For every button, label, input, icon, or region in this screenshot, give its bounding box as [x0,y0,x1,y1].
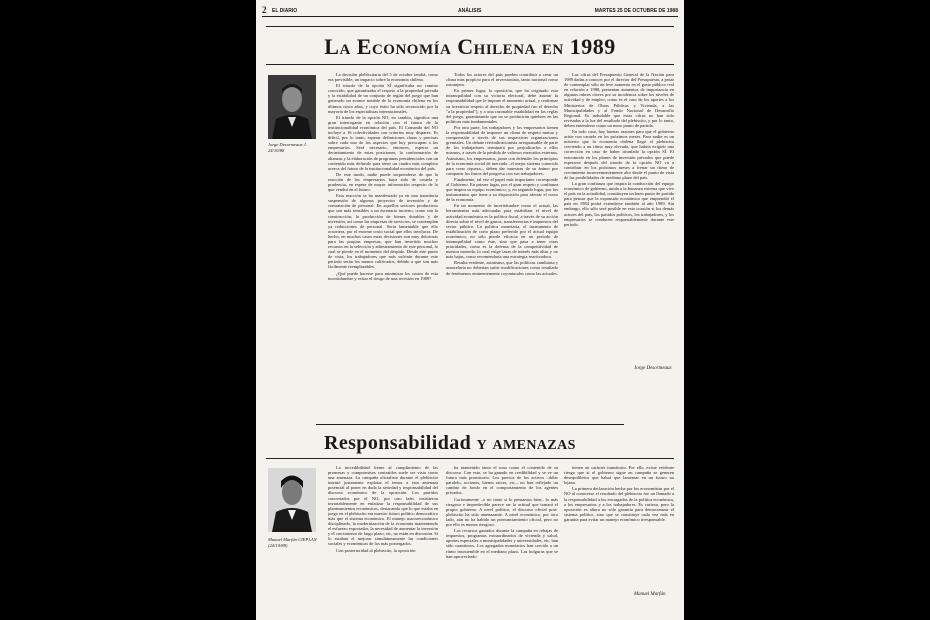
paragraph: El triunfo de la opción NO, en cambio, significa una gran interrogante en relación con el futuro de la institucionalidad económica del país. El Comando del NO incluye a 16 colectividades con criterios muy dispares. Es difícil, por lo tanto, esperar definiciones claras y precisas sobre cada uno de los aspectos que hoy preocupan a los empresarios. Será necesario, entonces, esperar un decantamiento de estas posiciones, la conformación de alianzas y la elaboración de programas presidenciales con un contenido más definido para tener un cuadro más completo acerca del futuro de la institucionalidad económica del país. [328,114,438,171]
paragraph: Por otra parte, los trabajadores y los empresarios tienen la responsabilidad de imponer un clima de respeto mutuo y comprensión a través de sus respectivas organizaciones gremiales. Un debate reivindicacionista irresponsable de parte de los trabajadores terminará por perjudicarlos a ellos mismos, a través de la pérdida de valiosos mercados externos. Asimismo, los empresarios, junto con defender los principios de la economía social de mercado –el mejor sistema conocido para crear riqueza–, deben dar muestras de su ánimo por compartir los frutos del progreso con sus trabajadores. [446,124,558,176]
title-rule-top [266,26,674,27]
article2-title-rule [266,458,674,459]
article2-column-3 [564,465,674,575]
paragraph: La gran confianza que inspira la conducción del equipo económico de gobierno, unida a la bonanza externa que vive el país en la actualidad, constituyen un buen punto de partida para pensar que la expansión económica que emprendió el país en 1984 podrá extenderse también al año 1989. Sin embargo, ello sólo será posible en esta ocasión si los demás actores del país, los partidos políticos, los trabajadores, y los empresarios se conducen responsablemente durante este período. [564,180,674,227]
section-name: ANÁLISIS [458,8,482,14]
section-divider [316,424,624,425]
paragraph: Esta reacción se ha manifestado ya en una transitoria suspensión de algunos proyectos de inversión y de contratación de personal. En aquellos sectores productivos que son más sensibles a un escenario incierto, como son la construcción, la producción de bienes durables y de inversión, así como las empresas de servicios, se contemplan ya reducciones de personal. Sería lamentable que ello ocurriera, por el enorme costo social que ellos involucra. De hecho, en muchos casos estas decisiones son muy dolorosas para las propias empresas, que han invertido muchos recursos en la selección y adiestramiento de este personal, lo cual se pierde en el momento del despido. Desde este punto de vista, los trabajadores que más sufrirán durante este período serán los menos calificados, debido a que son más fácilmente reemplazables. [328,193,438,270]
article2-column-2 [446,465,558,615]
paragraph: ¿Qué puede hacerse para minimizar los costos de esta incertidumbre y evitar el riesgo de una recesión en 1989? [328,270,438,281]
paragraph: En todo caso, hay buenas razones para que el gobierno actúe con cautela en los próximos meses. Para nadie es un misterio que la economía chilena llegó al plebiscito creciendo a un ritmo muy elevado, que habría exigido una corrección en caso de haber triunfado la opción SÍ. El reacomodo en los planes de inversión privados que puede esperarse después del triunfo de la opción NO va a contribuir en los próximos meses a frenar un ritmo de crecimiento inconvenientemente alto desde el punto de vista de las posibilidades de mediano plazo del país. [564,129,674,180]
paragraph: Los recursos gastados durante la campaña en rebajas de impuestos, programas extraordinarios de vivienda y salud, aportes especiales a municipalidades y universidades, etc. han sido cuantiosos. Los agregados monetarios han crecido a un ritmo insostenible en el mediano plazo. Las holguras que se han aprovechado [446,528,558,559]
paragraph: La incredibilidad frente al cumplimiento de las promesas y compromisos contraídos suele ser vista como una amenaza. La campaña oficialista durante el plebiscito intentó justamente explotar el temor a esta amenaza potencial al poner en duda la seriedad y responsabilidad del discurso económico de la oposición. Los partidos concertados por el NO, por otro lado, insistieron invariablemente en enfatizar la responsabilidad de sus planteamientos económicos, destacando que lo que estaba en juego en el plebiscito era nuestro futuro político democrático más que el sistema económico. El manejo macroeconómico disciplinado, la modernización de la economía manteniendo el esfuerzo exportador, la necesidad de aumentar la inversión y el crecimiento de largo plazo, etc, no están en discusión. Sí lo estaban el mejorar simultáneamente las condiciones sociales y económicas de los más postergados. [328,465,438,547]
newspaper-name: EL DIARIO [272,8,298,14]
article1-signature: Jorge Desormeaux [634,366,672,371]
article2-title-connector: y [476,432,488,454]
article1-column-1 [328,72,438,428]
paragraph: tienen un carácter transitorio. Por ello, existe evidente riesgo que si el gobierno sigue en campaña se generen desequilibrios que habrá que lamentar en un futuro no lejano. [564,465,674,486]
newspaper-page [256,0,684,620]
article2-column-1 [328,465,438,615]
paragraph: Las cifras del Presupuesto General de la Nación para 1989 dadas a conocer por el director del Presupuesto, a pesar de contemplar sólo un leve aumento en el gasto público real en relación a 1988, presentan aumentos de importancia en algunos rubros claves por su incidencia sobre los niveles de actividad y de empleo, como es el caso de los aportes a los Ministerios de Obras Públicas y Vivienda, a las Municipalidades y al Fondo Nacional de Desarrollo Regional. Es indudable que estas cifras no han sido revisadas a la luz del resultado del plebiscito, y por lo tanto, deben entenderse como un mero punto de partida. [564,72,674,128]
paragraph: Todos los actores del país pueden contribuir a crear un clima más propicio para el inversionista, tanto nacional como extranjero. [446,72,558,88]
title-rule-bottom [266,64,674,65]
article2-title [324,432,576,455]
paragraph: En un momento de incertidumbre como el actual, las herramientas más adecuadas para estabilizar el nivel de actividad económica es la política fiscal, a través de su acción directa sobre el nivel de gastos, transferencias e impuestos del sector público. La política monetaria, el instrumento de estabilización de corto plazo preferido por el actual equipo económico, no sólo pierde eficacia en un período de intranquilidad como éste, sino que pasa a tener otras prioridades, como es la defensa de la competitividad de nuestra moneda, lo cual exige tasas de interés más altas y no más bajas, como recomendaría una estrategia reactivadora. [446,203,558,260]
issue-date: MARTES 25 DE OCTUBRE DE 1988 [594,8,678,14]
author1-photo [268,75,316,139]
page-number: 2 [262,5,267,15]
paragraph: Resulta evidente, asimismo, que las políticas cambiaria y arancelaria no deberían sufrir modificaciones como resultado de fenómenos eminentemente coyunturales como las actuales. [446,260,558,276]
paragraph: De este modo, nadie puede sorprenderse de que la reacción de los empresarios haya sido de cautela y prudencia, en espera de mayor información respecto de lo que vendrá en el futuro. [328,171,438,193]
paragraph: La decisión plebiscitaria del 5 de octubre tendrá, como era previsible, un impacto sobre la economía chilena. [328,72,438,83]
author2-caption: Manuel Marfán CIEPLAN (24/10/88) [268,537,317,548]
author1-caption: Jorge Desormeaux J. 24/10/88 [268,142,307,153]
paragraph: En primer lugar, la oposición, que ha originado esta intranquilidad con su victoria electoral, debe asumir la responsabilidad que le impone el momento actual, y reafirmar su irrestricto respeto al derecho de propiedad (no el derecho "a la propiedad"), y a una razonable estabilidad en las reglas del juego, garantizando que no se producirán quiebres en las políticas más fundamentales. [446,88,558,124]
author2-photo [268,468,316,532]
article2-title-main: Responsabilidad [324,432,472,454]
article1-column-3 [564,72,674,362]
article1-title: La Economía Chilena en 1989 [324,34,616,59]
article2-signature: Manuel Marfán [634,592,666,597]
paragraph: El triunfo de la opción SÍ significaba un camino conocido, que garantizaba el respeto a la propiedad privada y la estabilidad de un conjunto de reglas del juego que han generado un avance notable de la economía chilena en los últimos cinco años, y cuyo éxito ha sido reconocido por la mayoría de los especialistas internacionales. [328,83,438,114]
paragraph: ha mantenido tanto el tono como el contenido de su discurso. Con esto, se ha ganado en credibilidad y se ve un futuro más promisorio. Los precios de los activos –dólar paralelo, acciones, bienes raíces, etc.– no han reflejado un cambio de fondo en el comportamiento de los agentes privados. [446,465,558,496]
paragraph: Finalmente, tal vez el papel más importante corresponde al Gobierno. En primer lugar, por el gran respeto y confianza que inspira su equipo económico; y, en segundo lugar, por los instrumentos que tiene a su disposición para afectar el curso de la economía. [446,176,558,203]
paragraph: La primera declaración hecha por los economistas por el NO al conocerse el resultado del plebiscito fue un llamado a la responsabilidad a los encargados de la política económica, a los empresarios y a los trabajadores. Es curioso, pero la oposición es ahora no sólo garantía para democratizar el sistema político, sino que se constituye cada vez más en garantía para evitar un manejo económico irresponsable. [564,486,674,522]
paragraph: Con posterioridad al plebiscito, la oposición [336,547,416,553]
article2-title-end: amenazas [492,432,576,454]
paragraph: Curiosamente –o no tanto si lo pensamos bien– lo más riesgoso e impredecible parece ser la actitud que tomará el propio gobierno. A nivel político, el discurso oficial post-plebiscito ha sido amenazante. A nivel económico, por otro lado, aún no ha habido un pronunciamiento oficial, pero no por ello es menos riesgoso. [446,496,558,528]
page-header [262,4,678,17]
article1-column-2 [446,72,558,428]
